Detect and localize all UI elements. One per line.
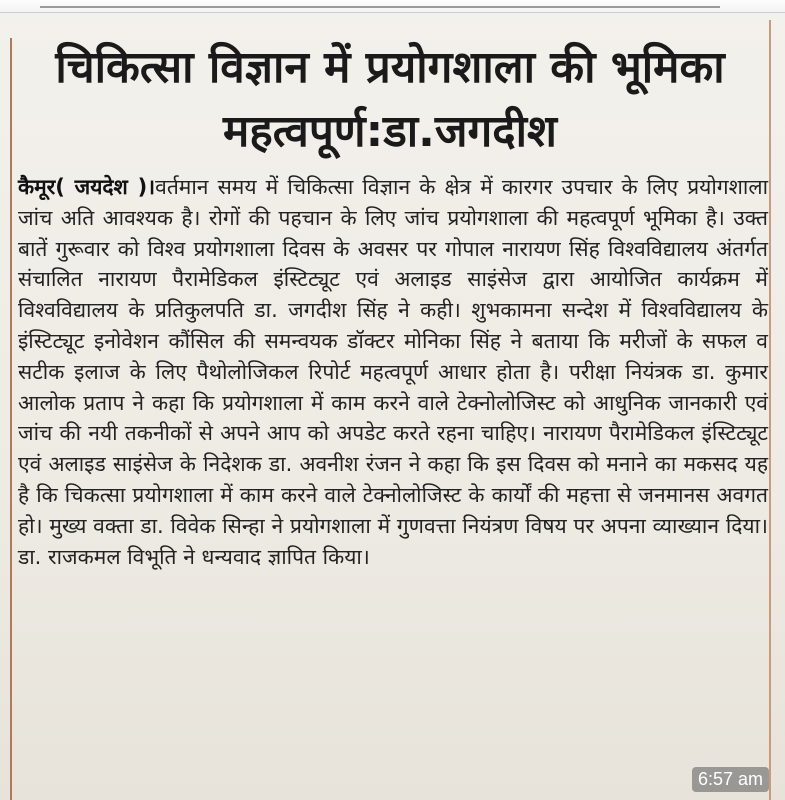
- left-column-rule: [10, 38, 12, 800]
- article-dateline: कैमूर( जयदेश )।: [18, 175, 156, 199]
- article-text: वर्तमान समय में चिकित्सा विज्ञान के क्षेत्र में कारगर उपचार के लिए प्रयोगशाला जांच अति आवश्यक है। रोगों की पहचान के लिए जांच प्रयोगशाला की महत्वपूर्ण भूमिका है। उक्त बातें गुरूवार को विश्व प्रयोगशाला दिवस के अवसर पर गोपाल नारायण सिंह विश्वविद्यालय अंतर्गत संचालित नारायण पैरामेडिकल इंस्टिट्यूट एवं अलाइड साइंसेज द्वारा आयोजित कार्यक्रम में विश्वविद्यालय के प्रतिकुलपति डा. जगदीश सिंह ने कही। शुभकामना सन्देश में विश्वविद्यालय के इंस्टिट्यूट इनोवेशन कौंसिल की समन्वयक डॉक्टर मोनिका सिंह ने बताया कि मरीजों के सफल व सटीक इलाज के लिए पैथोलोजिकल रिपोर्ट महत्वपूर्ण आधार होता है। परीक्षा नियंत्रक डा. कुमार आलोक प्रताप ने कहा कि प्रयोगशाला में काम करने वाले टेक्नोलोजिस्ट को आधुनिक जानकारी एवं जांच की नयी तकनीकों से अपने आप को अपडेट करते रहना चाहिए। नारायण पैरामेडिकल इंस्टिट्यूट एवं अलाइड साइंसेज के निदेशक डा. अवनीश रंजन ने कहा कि इस दिवस को मनाने का मकसद यह है कि चिकत्सा प्रयोगशाला में काम करने वाले टेक्नोलोजिस्ट के कार्यों की महत्ता से जनमानस अवगत हो। मुख्य वक्ता डा. विवेक सिन्हा ने प्रयोगशाला में गुणवत्ता नियंत्रण विषय पर अपना व्याख्यान दिया। डा. राजकमल विभूति ने धन्यवाद ज्ञापित किया।: [18, 175, 769, 569]
- article-headline: चिकित्सा विज्ञान में प्रयोगशाला की भूमिका महत्वपूर्ण:डा.जगदीश: [55, 42, 725, 157]
- article-body: [18, 172, 768, 572]
- right-column-rule: [769, 20, 771, 800]
- top-edge-bar: [40, 6, 720, 8]
- top-edge-strip: [0, 0, 785, 14]
- top-edge-line: [0, 12, 785, 13]
- status-time: 6:57 am: [692, 767, 769, 792]
